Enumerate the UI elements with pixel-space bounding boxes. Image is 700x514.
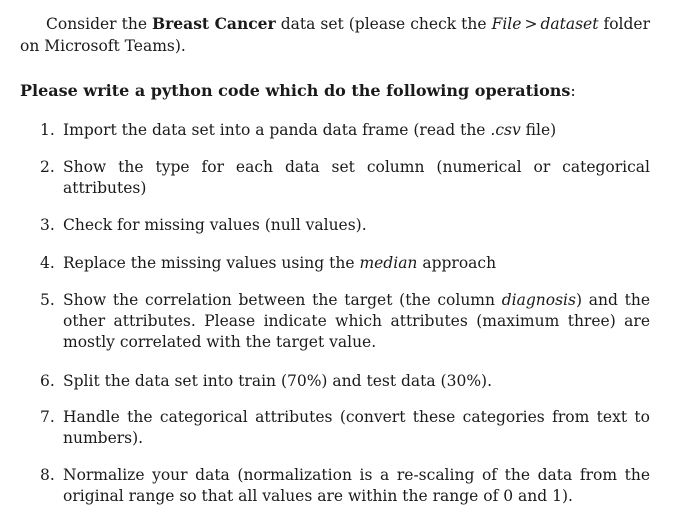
step-text: Normalize your data (normalization is a re-scaling of the data from the original range so that all values are within the range of 0 and 1).	[63, 466, 650, 505]
step-text-after: approach	[417, 254, 497, 272]
path-folder: dataset	[540, 15, 599, 33]
step-6	[40, 371, 650, 392]
step-1	[40, 120, 650, 141]
step-text	[63, 253, 650, 274]
step-text-before: Replace the missing values using the	[63, 254, 360, 272]
step-number: 2.	[40, 158, 55, 176]
intro-prefix: Consider the	[46, 15, 153, 33]
step-8	[40, 465, 650, 507]
step-number: 6.	[40, 372, 55, 390]
step-text-after: ) and the other attributes. Please indicate which attributes (maximum three) are mostly correlated with the target value.	[63, 291, 650, 351]
intro-middle: data set (please check the	[275, 15, 492, 33]
step-text-after: file)	[520, 121, 557, 139]
task-heading-colon: :	[570, 81, 576, 100]
step-text-emph: median	[359, 254, 418, 272]
step-text-before: Show the correlation between the target (the column	[63, 291, 502, 309]
dataset-name: Breast Cancer	[152, 14, 276, 33]
step-text-emph: .csv	[490, 121, 521, 139]
step-5	[40, 290, 650, 353]
path-file: File	[491, 15, 522, 33]
step-number: 8.	[40, 466, 55, 484]
step-text: Handle the categorical attributes (convert these categories from text to numbers).	[63, 408, 650, 447]
path-separator: >	[524, 15, 538, 33]
step-text: Split the data set into train (70%) and test data (30%).	[63, 372, 493, 390]
step-7	[40, 407, 650, 449]
step-4	[40, 253, 650, 274]
step-2	[40, 157, 650, 199]
step-number: 1.	[40, 121, 55, 139]
step-text-before: Import the data set into a panda data frame (read the	[63, 121, 491, 139]
step-text	[63, 120, 650, 141]
step-text	[63, 290, 650, 353]
step-3	[40, 215, 650, 236]
step-number: 4.	[40, 254, 55, 272]
step-text: Show the type for each data set column (numerical or categorical attributes)	[63, 158, 650, 197]
step-text: Check for missing values (null values).	[63, 216, 367, 234]
step-number: 3.	[40, 216, 55, 234]
task-heading-text: Please write a python code which do the following operations	[20, 81, 571, 100]
step-text-emph: diagnosis	[501, 291, 576, 309]
intro-suffix: folder on Microsoft Teams).	[20, 15, 650, 55]
intro-paragraph	[20, 13, 650, 57]
task-heading	[20, 79, 576, 103]
step-number: 7.	[40, 408, 55, 426]
step-number: 5.	[40, 291, 55, 309]
